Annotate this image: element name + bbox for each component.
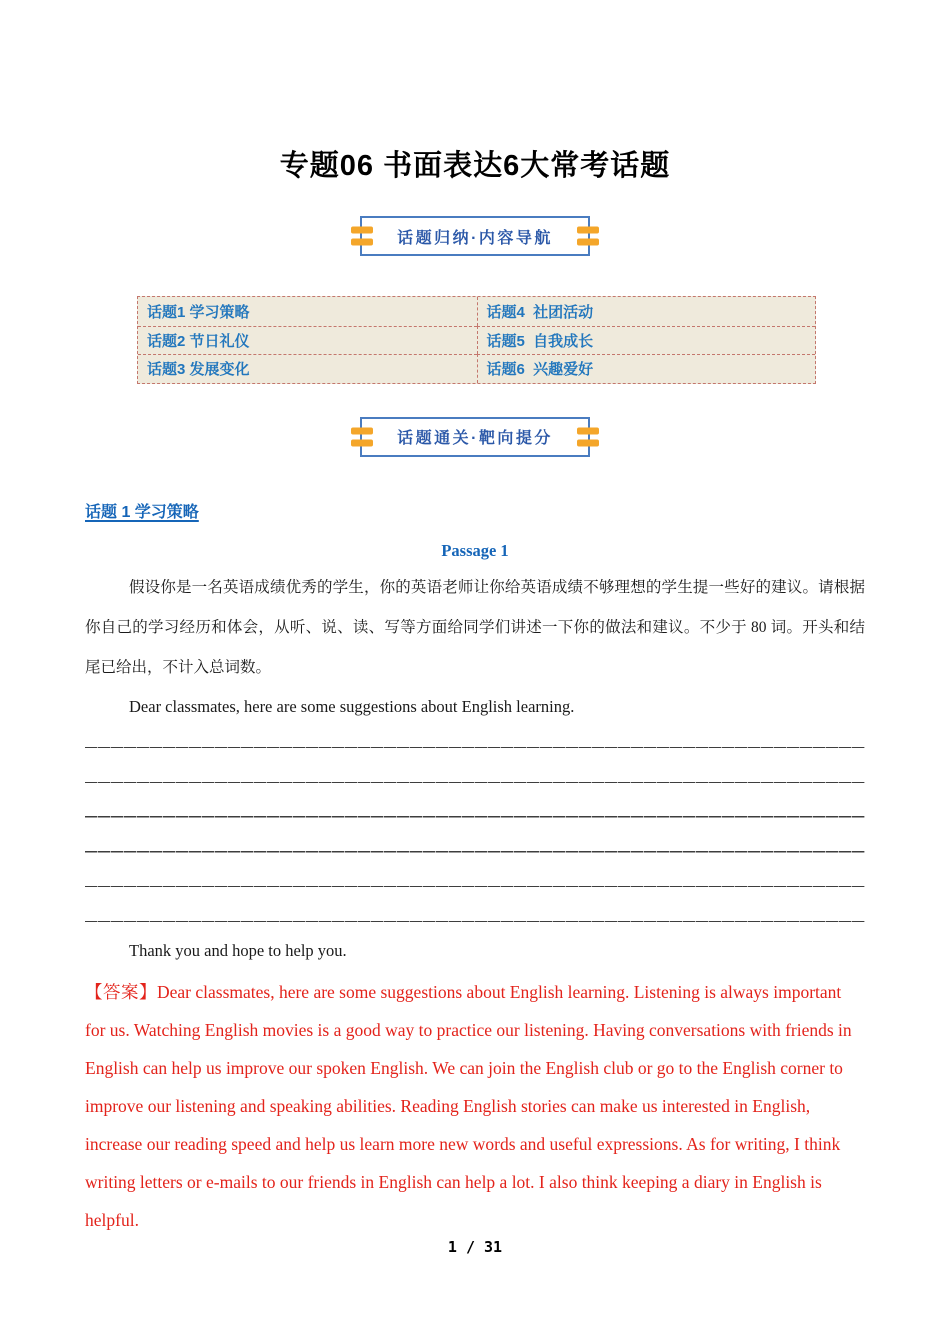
practice-banner-label: 话题通关·靶向提分 bbox=[397, 430, 553, 447]
topic-cell-1: 话题1 学习策略 bbox=[147, 303, 250, 321]
closing-line: Thank you and hope to help you. bbox=[129, 941, 347, 961]
writing-blank-lines bbox=[85, 714, 865, 923]
equals-bars-icon bbox=[351, 427, 373, 446]
practice-banner bbox=[360, 417, 590, 457]
writing-blank-line bbox=[85, 887, 865, 922]
topics-table bbox=[137, 296, 816, 384]
writing-blank-line bbox=[85, 748, 865, 783]
nav-banner bbox=[360, 216, 590, 256]
topic-cell-3: 话题3 发展变化 bbox=[138, 354, 477, 383]
section-heading-text: 话题 1 学习策略 bbox=[85, 503, 199, 521]
equals-bars-icon bbox=[577, 427, 599, 446]
answer-paragraph bbox=[85, 973, 865, 1239]
writing-blank-line bbox=[85, 783, 865, 818]
equals-bars-icon bbox=[577, 227, 599, 246]
section-heading bbox=[85, 497, 865, 524]
prompt-paragraph: 假设你是一名英语成绩优秀的学生，你的英语老师让你给英语成绩不够理想的学生提一些好的建议。请根据你自己的学习经历和体会，从听、说、读、写等方面给同学们讲述一下你的做法和建议。不少于 80 词。开头和结尾已给出，不计入总词数。 bbox=[85, 578, 865, 676]
page-number-indicator: 1 / 31 bbox=[447, 1238, 503, 1256]
equals-bars-icon bbox=[351, 227, 373, 246]
writing-blank-line bbox=[85, 818, 865, 853]
document-title: 专题06 书面表达6大常考话题 bbox=[279, 150, 671, 182]
writing-blank-line bbox=[85, 853, 865, 888]
opening-line: Dear classmates, here are some suggestions about English learning. bbox=[129, 696, 575, 716]
passage-title: Passage 1 bbox=[441, 540, 509, 560]
topic-cell-4: 话题4 社团活动 bbox=[477, 297, 816, 326]
topic-cell-6: 话题6 兴趣爱好 bbox=[477, 354, 816, 383]
topic-cell-5: 话题5 自我成长 bbox=[477, 326, 816, 355]
answer-text: Dear classmates, here are some suggestions about English learning. Listening is always important for us. Watching English movies is a good way to practice our listening. Having conversations with friends in English can help us improve our spoken English. We can join the English club or go to the English corner to improve our listening and speaking abilities. Reading English stories can make us interested in English, increase our reading speed and help us learn more new words and useful expressions. As for writing, I think writing letters or e-mails to our friends in English can help a lot. I also think keeping a diary in English is helpful. bbox=[85, 982, 852, 1231]
nav-banner-label: 话题归纳·内容导航 bbox=[397, 229, 553, 247]
answer-label: 【答案】 bbox=[85, 982, 157, 1003]
topic-cell-2: 话题2 节日礼仪 bbox=[138, 326, 477, 355]
